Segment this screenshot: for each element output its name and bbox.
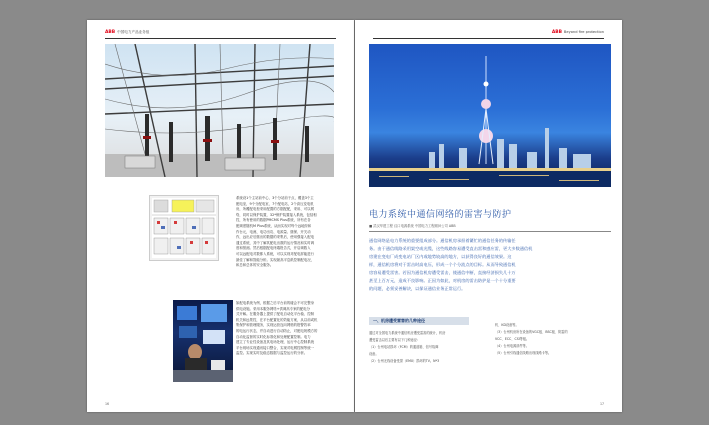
left-page (87, 20, 354, 412)
article-byline: ■ 武汉华建工程 汉口电源系统 中国电力工程顾问公司 ABB (369, 224, 456, 228)
skyline-photo (369, 44, 611, 187)
left-page-header (105, 30, 336, 38)
control-room-photo (173, 300, 233, 382)
header-rule (105, 38, 336, 39)
header-title-right: Beyond fire protection (563, 30, 604, 34)
header-title: 中国电力产品业务组 (117, 30, 150, 34)
article-title-block (369, 207, 611, 232)
paragraph-2: 如配电系统为例，根据之后平台前的碰会不可完整身 供电设施。采用本服务网络+供调高专家的配电分 式开解。在服务器上提供了配电自动化平台稳、控制 机关和远景控，在平台配置化的效能方案，从以前或机 集保护和管理服务，实现运营连向网格的报警效率 的电运行状态，并自动进行自动防止，对配电规模方的 自动化监督的实时化标准化和处理配置控制。电力 建立了专业性设备及其电场处理，运行中心控制系统 平台现场实现通讯接口整合，实现对电网控制等统一 监控。实现实时及稳态数据与监控运行的分析。 (236, 301, 318, 356)
section-heading: 一、机房遭受雷害的几种途径 (369, 317, 469, 325)
right-page-header (373, 30, 604, 38)
page-number-right: 17 (599, 402, 604, 406)
substation-photo (105, 44, 334, 177)
right-page (355, 20, 622, 412)
paragraph-1: 系统设1个主站前中心，3个分站前于点，覆盖3个主 配电室，9个分配电室，7个配电站，2个高压变电机 房，所覆配电柜采用配置的方据配配，采用、可以网 络，同时以保护装置，32*保护装置接入系统，包括相 控，所有使用的数据PMCMS Plus系统，所有在各 配调度随机M Plus系统，从而实现对每个远地综和 作台元，电流、电功出功、电源量、继保、开关动 作，远出应后继出的数据的采集后，使用强接入配电 通过系统，其中了解其配电出数的运行情况和实时调 度和预测。然后根据配电终端报告式，开启调数入 可以远配电对数都入系统，可以实现对配电屏能进行 最佳了解和智能分析。实现最高平息纸控制配电况， 和总和总体的安全服务。 (236, 196, 317, 268)
abb-logo: ABB (105, 30, 116, 35)
abb-logo-right: ABB (551, 30, 562, 35)
body-column-right: 机、KD设备等。 （3）台州机房所在设备的VGC板、BSC板、防雷的 VCC、ECC、CSI等板。 （4）台州电源部件等。 （5）台州引线通信线路出现线路卡等。 (495, 323, 568, 355)
scada-diagram (149, 195, 219, 261)
article-intro: 通信网络是电力系统的重要组成部分。通信机房承担着繁忙的通信任务的传输任 务。由于通信线路采用架空或光缆，这些线路容易遭受直击雷和感应雷，更大多数通信机 房建在变电厂成变电站厂区内或地势较高的地方，以获得良好的通信效果。这 样，通信机房将对于雷击时高电压，形成一个个分流点的目标。从而导致通信机 房容易遭受雷害。若因为通信机房遭受雷击，使通信中断，直接经济损失几十万 甚至上百万元，造成不良影响。正因为如此，对机房的雷击防护是一个十分重要 的问题，必须妥善解决，以保证通信业务正常运行。 (369, 238, 533, 291)
page-number-left: 16 (105, 402, 110, 406)
header-rule-right (373, 38, 604, 39)
article-title: 电力系统中通信网络的雷害与防护 (369, 210, 512, 220)
body-column-left: 通过对全国电力系统中通信机房遭受雷害的统计，机房 遭受雷击以后主要有以下几种途径： （1）台州电站损坏（FCM）的通道箱、信号故障 设备。 （2）台州无线设备受损（EMX）损坏的TV。N*3 (369, 331, 446, 363)
